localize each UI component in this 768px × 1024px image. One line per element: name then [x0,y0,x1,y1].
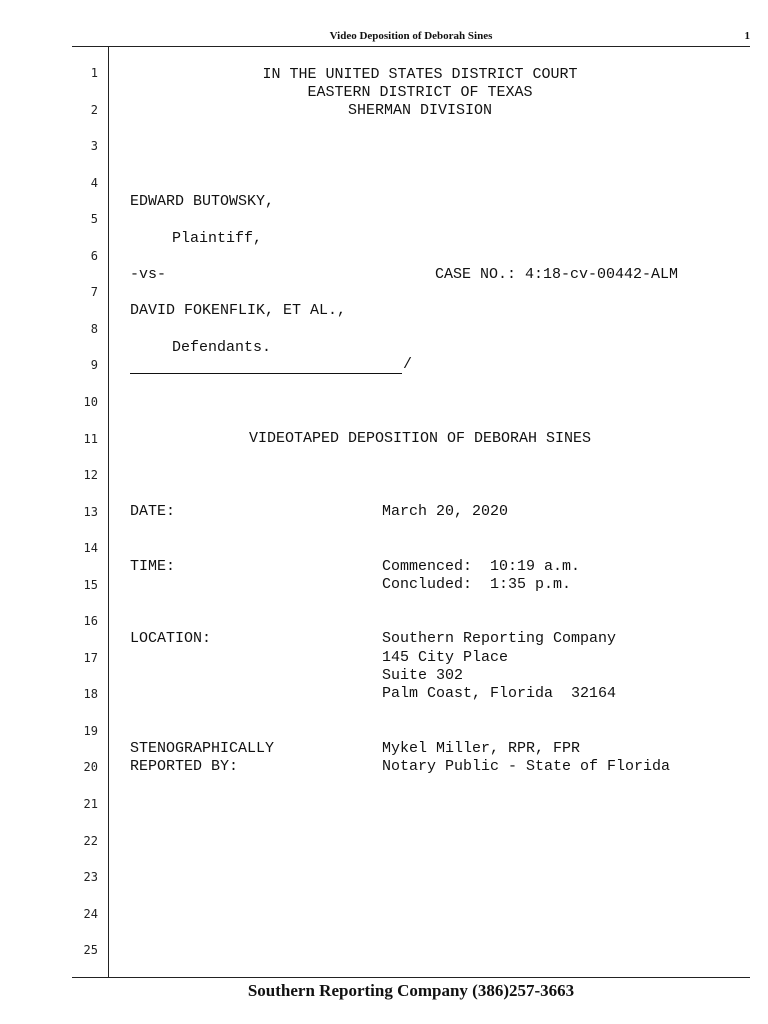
time-label: TIME: [130,558,176,575]
case-number: CASE NO.: 4:18-cv-00442-ALM [435,266,679,283]
date-label: DATE: [130,503,176,520]
line-number: 14 [83,541,98,555]
reported-label-1: STENOGRAPHICALLY [130,740,275,757]
line-number: 3 [90,139,98,153]
line-number: 6 [90,249,98,263]
footer-text: Southern Reporting Company (386)257-3663 [247,981,575,1000]
line-number: 7 [90,285,98,299]
line-number: 18 [83,687,98,701]
reporter-name: Mykel Miller, RPR, FPR [382,740,581,757]
line-number: 8 [90,322,98,336]
time-concluded: Concluded: 1:35 p.m. [382,576,572,593]
line-number: 19 [83,724,98,738]
court-district: EASTERN DISTRICT OF TEXAS [307,84,533,101]
line-number: 23 [83,870,98,884]
header-title: Video Deposition of Deborah Sines [329,30,493,42]
line-number: 11 [83,432,98,446]
plaintiff-role: Plaintiff, [172,230,263,247]
line-number: 25 [83,943,98,957]
line-number: 16 [83,614,98,628]
time-commenced: Commenced: 10:19 a.m. [382,558,581,575]
location-line-3: Suite 302 [382,667,464,684]
court-name: IN THE UNITED STATES DISTRICT COURT [262,66,578,83]
court-division: SHERMAN DIVISION [347,102,493,119]
line-number: 10 [83,395,98,409]
line-number: 24 [83,907,98,921]
caption-slash: / [403,356,413,373]
defendant-role: Defendants. [172,339,272,356]
header-rule [72,46,750,47]
line-number: 21 [83,797,98,811]
line-number: 5 [90,212,98,226]
line-number: 17 [83,651,98,665]
versus: -vs- [130,266,167,283]
date-value: March 20, 2020 [382,503,509,520]
location-line-4: Palm Coast, Florida 32164 [382,685,617,702]
reporter-title: Notary Public - State of Florida [382,758,671,775]
deposition-title: VIDEOTAPED DEPOSITION OF DEBORAH SINES [248,430,592,447]
footer-rule [72,977,750,978]
location-line-2: 145 City Place [382,649,509,666]
page-number: 1 [744,30,750,42]
location-label: LOCATION: [130,630,212,647]
line-number: 4 [90,176,98,190]
plaintiff-name: EDWARD BUTOWSKY, [130,193,275,210]
line-number: 1 [90,66,98,80]
line-number: 13 [83,505,98,519]
line-number: 12 [83,468,98,482]
line-number-margin-rule [108,46,109,977]
defendant-name: DAVID FOKENFLIK, ET AL., [130,302,347,319]
caption-underline [130,373,402,374]
line-number: 22 [83,834,98,848]
line-number: 15 [83,578,98,592]
line-number: 2 [90,103,98,117]
line-number: 9 [90,358,98,372]
line-number: 20 [83,760,98,774]
reported-label-2: REPORTED BY: [130,758,239,775]
location-line-1: Southern Reporting Company [382,630,617,647]
